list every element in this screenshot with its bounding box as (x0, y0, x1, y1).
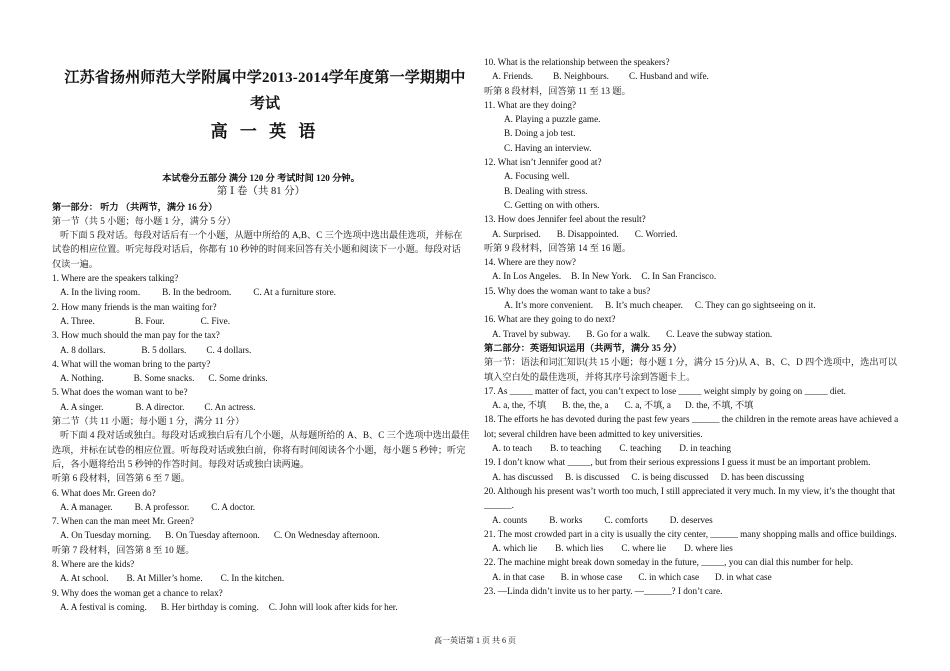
question-8: 8. Where are the kids? (52, 559, 135, 570)
question-14: 14. Where are they now? (484, 257, 576, 268)
question-9-options: A. A festival is coming. B. Her birthday is coming. C. John will look after kids for her. (60, 601, 398, 612)
question-12: 12. What isn’t Jennifer good at? (484, 157, 602, 168)
question-2: 2. How many friends is the man waiting for? (52, 301, 217, 312)
question-14-options: A. In Los Angeles. B. In New York. C. In San Francisco. (492, 271, 717, 282)
question-8-options: A. At school. B. At Miller’s home. C. In the kitchen. (60, 573, 285, 584)
part2-heading: 第二部分：英语知识运用（共两节，满分 35 分） (484, 342, 682, 353)
question-17-options: A. a, the, 不填 B. the, the, a C. a, 不填, a D. the, 不填, 不填 (492, 400, 754, 411)
question-4: 4. What will the woman bring to the party? (52, 358, 211, 369)
question-22: 22. The machine might break down someday in the future, _____, you can dial this number for help. (484, 557, 854, 568)
question-13: 13. How does Jennifer feel about the result? (484, 214, 646, 225)
section1-heading: 第一节（共 5 小题；每小题 1 分，满分 5 分） (52, 215, 236, 226)
question-1: 1. Where are the speakers talking? (52, 273, 179, 284)
question-12-option-a: A. Focusing well. (504, 171, 570, 182)
question-20-options: A. counts B. works C. comforts D. deserves (492, 514, 713, 525)
part2-instructions: 第一节：语法和词汇知识(共 15 小题；每小题 1 分，满分 15 分)从 A、B、C、D 四个选项中，选出可以填入空白处的最佳选项，并将其序号涂到答题卡上。 (484, 357, 897, 382)
question-10: 10. What is the relationship between the speakers? (484, 57, 670, 67)
question-16-options: A. Travel by subway. B. Go for a walk. C. Leave the subway station. (492, 328, 773, 339)
question-16: 16. What are they going to do next? (484, 314, 616, 325)
material-7: 听第 7 段材料，回答第 8 至 10 题。 (52, 544, 195, 555)
question-18: 18. The efforts he has devoted during the past few years ______ the children in the remote areas have achieved a lot; several children have been admitted to key universities. (484, 414, 899, 439)
question-15: 15. Why does the woman want to take a bus? (484, 285, 651, 296)
question-5: 5. What does the woman want to be? (52, 387, 188, 398)
material-6: 听第 6 段材料，回答第 6 至 7 题。 (52, 473, 190, 484)
section2-heading: 第二节（共 11 小题；每小题 1 分，满分 11 分） (52, 416, 245, 427)
question-19: 19. I don’t know what _____, but from their serious expressions I guess it must be an important problem. (484, 457, 871, 468)
right-column (484, 55, 904, 598)
question-12-option-b: B. Dealing with stress. (504, 185, 588, 196)
question-2-options: A. Three. B. Four. C. Five. (60, 315, 231, 326)
question-11-option-c: C. Having an interview. (504, 142, 592, 153)
question-3-options: A. 8 dollars. B. 5 dollars. C. 4 dollars. (60, 344, 252, 355)
question-18-options: A. to teach B. to teaching C. teaching D. in teaching (492, 443, 731, 454)
question-11: 11. What are they doing? (484, 99, 577, 110)
question-15-options: A. It’s more convenient. B. It’s much cheaper. C. They can go sightseeing on it. (504, 300, 816, 311)
question-19-options: A. has discussed B. is discussed C. is being discussed D. has been discussing (492, 471, 805, 482)
question-17: 17. As _____ matter of fact, you can’t expect to lose _____ weight simply by going on _____ diet. (484, 385, 846, 396)
material-8: 听第 8 段材料，回答第 11 至 13 题。 (484, 85, 631, 96)
material-9: 听第 9 段材料，回答第 14 至 16 题。 (484, 242, 631, 253)
question-1-options: A. In the living room. B. In the bedroom. C. At a furniture store. (60, 287, 336, 298)
question-5-options: A. A singer. B. A director. C. An actress. (60, 401, 256, 412)
question-7-options: A. On Tuesday morning. B. On Tuesday afternoon. C. On Wednesday afternoon. (60, 530, 380, 541)
question-4-options: A. Nothing. B. Some snacks. C. Some drinks. (60, 373, 268, 384)
question-22-options: A. in that case B. in whose case C. in which case D. in what case (492, 571, 772, 582)
question-20: 20. Although his present was’t worth too much, I still appreciated it very much. In my view, it’s the thought that ______. (484, 485, 896, 511)
question-11-option-a: A. Playing a puzzle game. (504, 114, 601, 125)
question-21-options: A. which lie B. which lies C. where lie D. where lies (492, 543, 733, 554)
page-footer: 高一英语第 1 页 共 6 页 (434, 636, 516, 645)
question-6: 6. What does Mr. Green do? (52, 487, 156, 498)
section2-instructions: 听下面 4 段对话或独白。每段对话或独白后有几个小题，从每题所给的 A、B、C 三个选项中选出最佳选项，并标在试卷的相应位置。听每段对话或独白前，你将有时间阅读各个小题，每小题 5 秒钟；听完后，各小题将给出 5 秒钟的作答时间。每段对话或独白读两遍。 (52, 430, 470, 469)
question-7: 7. When can the man meet Mr. Green? (52, 516, 194, 527)
volume-label: 第 Ⅰ 卷（共 81 分） (216, 186, 306, 198)
question-12-option-c: C. Getting on with others. (504, 199, 600, 210)
question-21: 21. The most crowded part in a city is usually the city center, ______ many shopping malls and office buildings. (484, 528, 897, 539)
question-9: 9. Why does the woman get a chance to relax? (52, 587, 223, 598)
subject-title: 高 一 英 语 (210, 122, 320, 141)
section1-instructions: 听下面 5 段对话。每段对话后有一个小题，从题中所给的 A,B、C 三个选项中选出最佳选项，并标在试卷的相应位置。听完每段对话后，你都有 10 秒钟的时间来回答有关小题和阅读下一小题。每段对话仅读一遍。 (52, 230, 463, 269)
left-column (52, 171, 470, 614)
part1-heading: 第一部分： 听力 （共两节，满分 16 分） (52, 201, 218, 212)
question-10-options: A. Friends. B. Neighbours. C. Husband and wife. (492, 71, 709, 82)
exam-summary: 本试卷分五部分 满分 120 分 考试时间 120 分钟。 (162, 173, 360, 183)
question-23: 23. —Linda didn’t invite us to her party. —______? I don’t care. (484, 585, 723, 596)
question-3: 3. How much should the man pay for the tax? (52, 330, 220, 341)
exam-title-cont: 考试 (249, 96, 280, 112)
question-13-options: A. Surprised. B. Disappointed. C. Worried. (492, 228, 678, 239)
exam-title: 江苏省扬州师范大学附属中学2013-2014学年度第一学期期中 (64, 70, 466, 86)
question-11-option-b: B. Doing a job test. (504, 128, 576, 139)
question-6-options: A. A manager. B. A professor. C. A doctor. (60, 501, 256, 512)
